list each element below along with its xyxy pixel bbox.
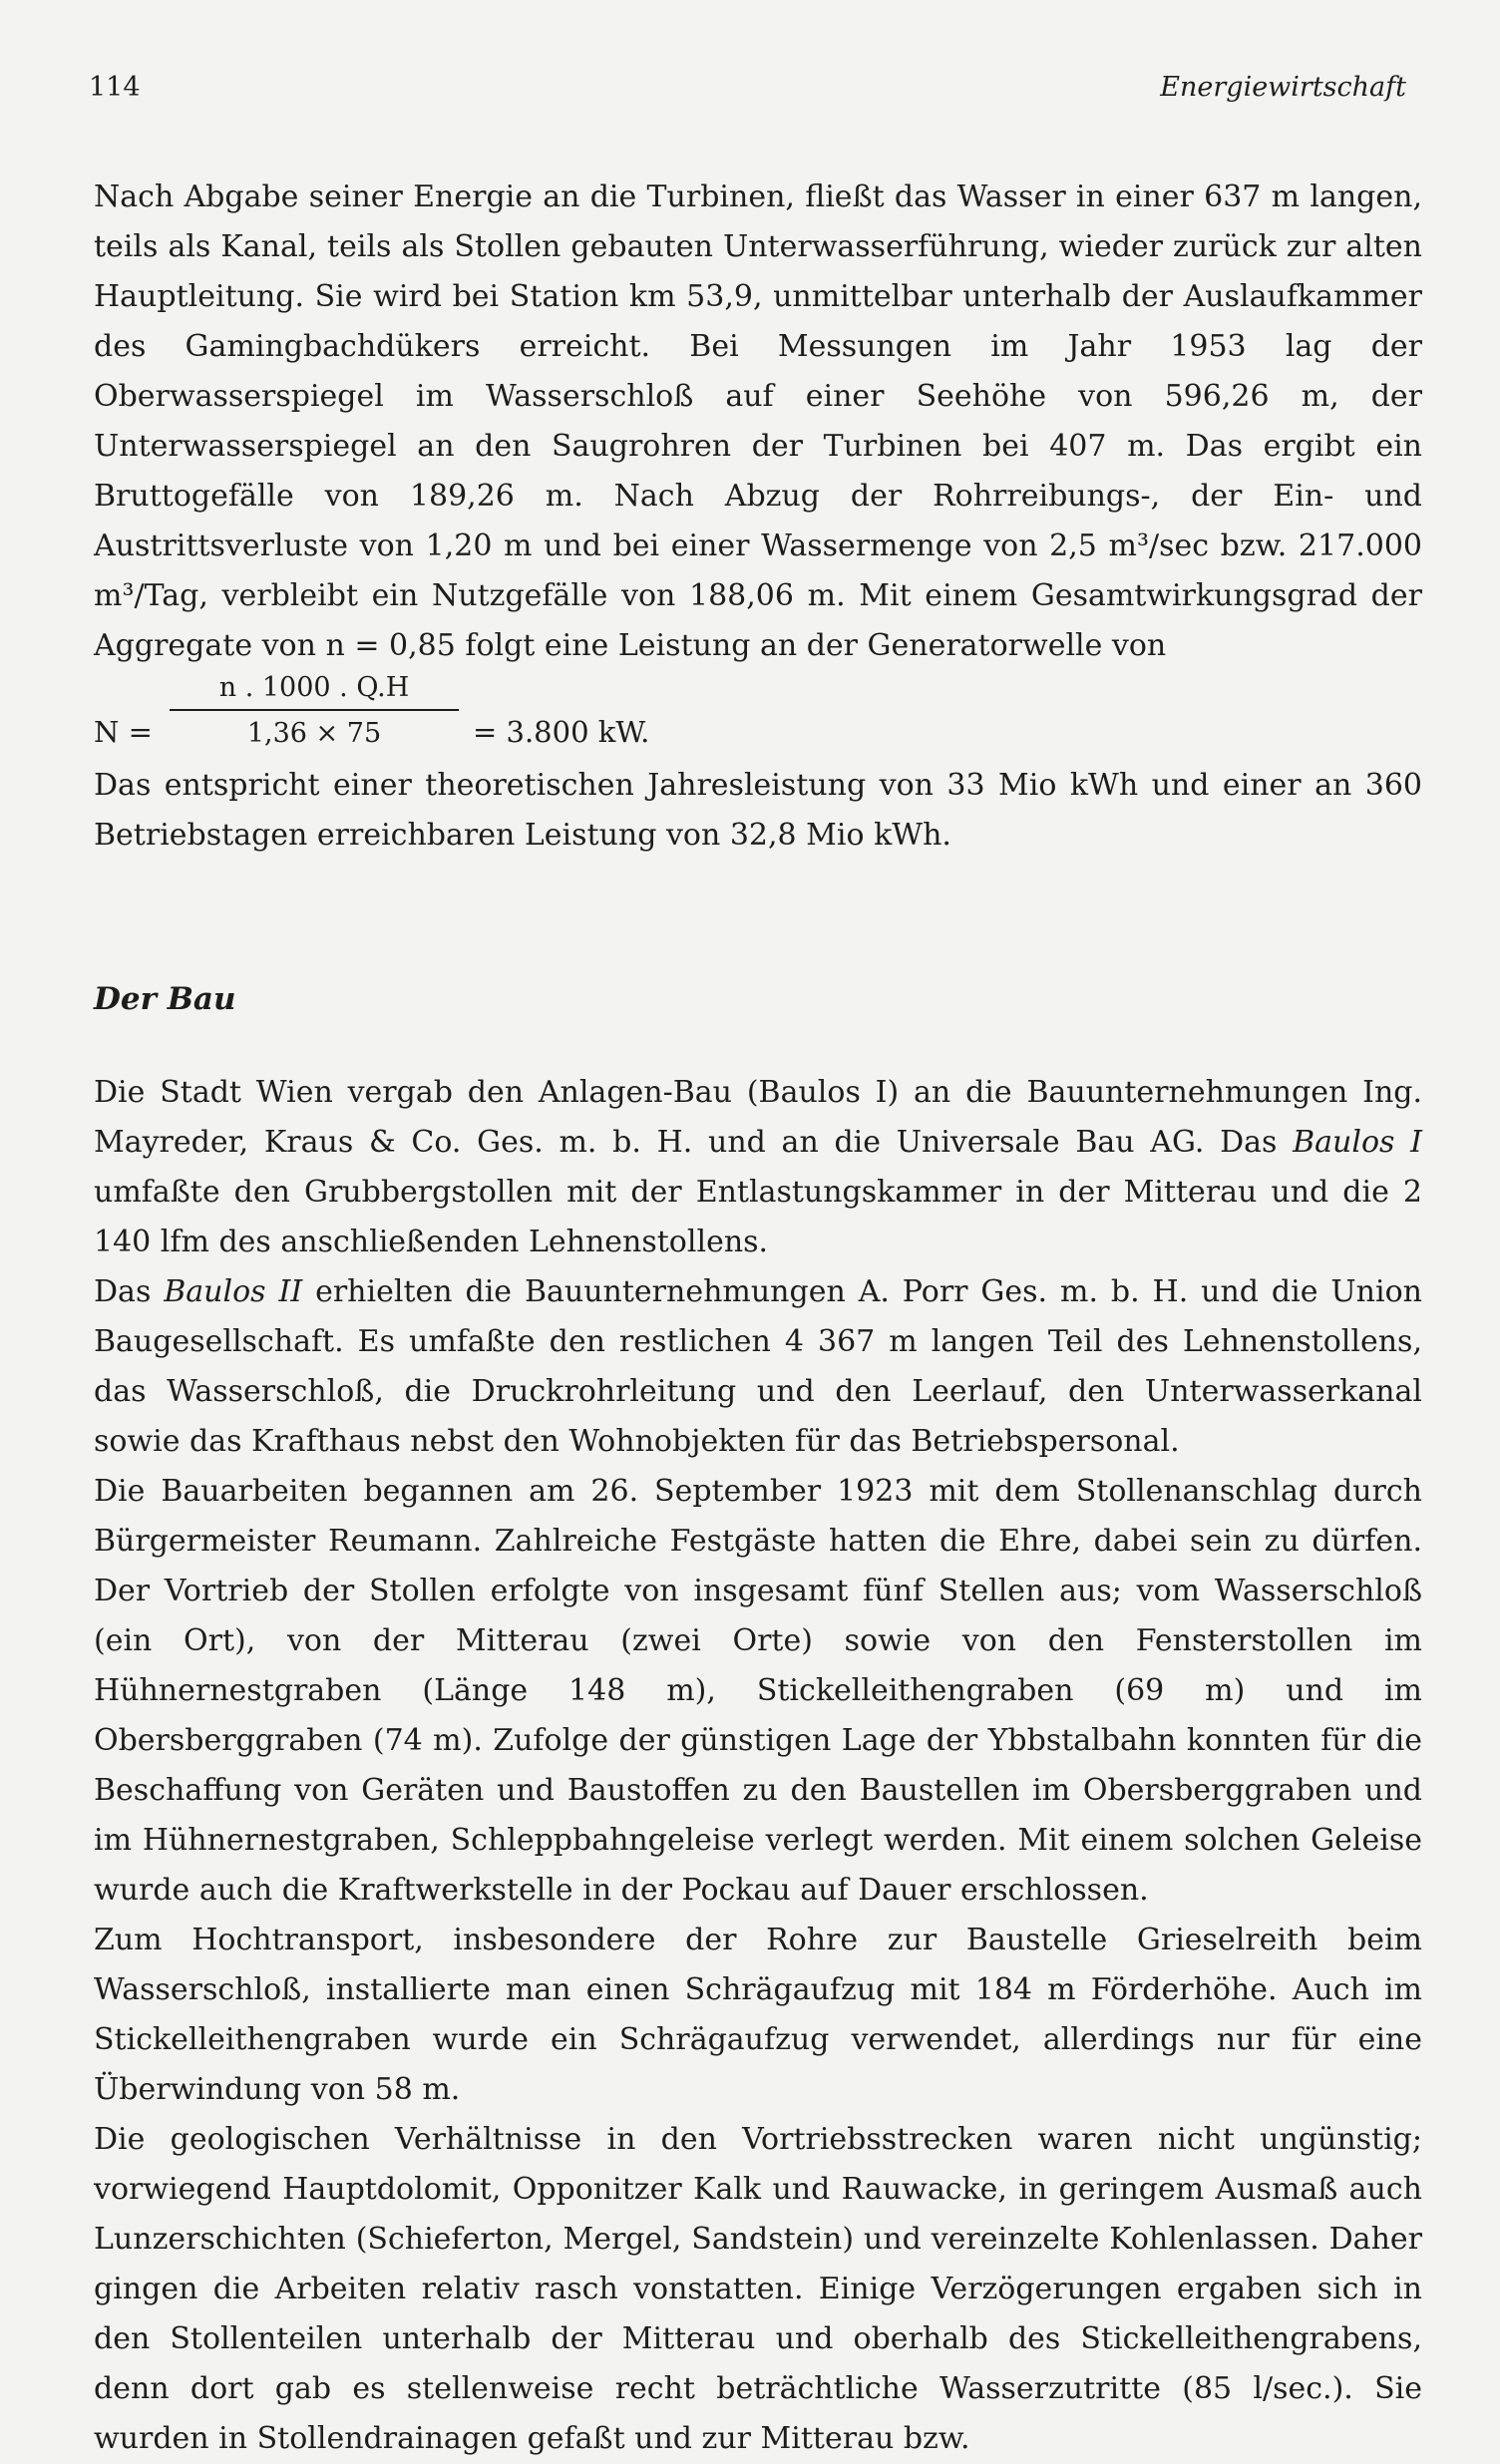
text-segment: umfaßte den Grubbergstollen mit der Entlastungskammer in der Mitterau und die 2 140 lfm des anschließenden Lehnenstollens. (94, 1175, 1422, 1259)
power-formula (94, 671, 1422, 761)
formula-lhs: N = (94, 715, 153, 749)
text-segment: Das (94, 1274, 165, 1309)
text-segment: Die Stadt Wien vergab den Anlagen-Bau (Baulos I) an die Bauunternehmungen Ing. Mayreder, Kraus & Co. Ges. m. b. H. und an die Universale Bau AG. Das (94, 1075, 1422, 1160)
fraction-bar (170, 709, 459, 711)
paragraph-construction-start: Die Bauarbeiten begannen am 26. September 1923 mit dem Stollenanschlag durch Bürgermeister Reumann. Zahlreiche Festgäste hatten die Ehre, dabei sein zu dürfen. Der Vortrieb der Stollen erfolgte von insgesamt fünf Stellen aus; vom Wasserschloß (ein Ort), von der Mitterau (zwei Orte) sowie von den Fensterstollen im Hühnernestgraben (Länge 148 m), Stickelleithengraben (69 m) und im Obersberggraben (74 m). Zufolge der günstigen Lage der Ybbstalbahn konnten für die Beschaffung von Geräten und Baustoffen zu den Baustellen im Obersberggraben und im Hühnernestgraben, Schleppbahngeleise verlegt werden. Mit einem solchen Geleise wurde auch die Kraftwerkstelle in der Pockau auf Dauer erschlossen. (94, 1474, 1422, 1908)
formula-numerator: n . 1000 . Q.H (218, 672, 410, 703)
formula-rhs: = 3.800 kW. (473, 715, 650, 749)
paragraph-transport: Zum Hochtransport, insbesondere der Rohre zur Baustelle Grieselreith beim Wasserschloß, installierte man einen Schrägaufzug mit 184 m Förderhöhe. Auch im Stickelleithengraben wurde ein Schrägaufzug verwendet, allerdings nur für eine Überwindung von 58 m. (94, 1923, 1422, 2107)
page-number: 114 (89, 72, 141, 103)
running-head: Energiewirtschaft (1160, 72, 1406, 103)
page-header (89, 72, 1406, 112)
formula-fraction (170, 671, 459, 751)
formula-denominator: 1,36 × 75 (246, 718, 382, 749)
paragraph-baulos-2 (94, 1267, 1422, 1467)
paragraph-intro: Nach Abgabe seiner Energie an die Turbinen, fließt das Wasser in einer 637 m langen, teils als Kanal, teils als Stollen gebauten Unterwasserführung, wieder zurück zur alten Hauptleitung. Sie wird bei Station km 53,9, unmittelbar unterhalb der Auslaufkammer des Gamingbachdükers erreicht. Bei Messungen im Jahr 1953 lag der Oberwasserspiegel im Wasserschloß auf einer Seehöhe von 596,26 m, der Unterwasserspiegel an den Saugrohren der Turbinen bei 407 m. Das ergibt ein Bruttogefälle von 189,26 m. Nach Abzug der Rohrreibungs-, der Ein- und Austrittsverluste von 1,20 m und bei einer Wassermenge von 2,5 m³/sec bzw. 217.000 m³/Tag, verbleibt ein Nutzgefälle von 188,06 m. Mit einem Gesamtwirkungsgrad der Aggregate von n = 0,85 folgt eine Leistung an der Generatorwelle von (94, 179, 1422, 663)
paragraph-annual-output: Das entspricht einer theoretischen Jahresleistung von 33 Mio kWh und einer an 360 Betriebstagen erreichbaren Leistung von 32,8 Mio kWh. (94, 768, 1422, 853)
italic-term: Baulos II (164, 1274, 303, 1309)
section-heading: Der Bau (94, 981, 236, 1017)
paragraph-geology: Die geologischen Verhältnisse in den Vortriebsstrecken waren nicht ungünstig; vorwiegend Hauptdolomit, Opponitzer Kalk und Rauwacke, in geringem Ausmaß auch Lunzerschichten (Schieferton, Mergel, Sandstein) und vereinzelte Kohlenlassen. Daher gingen die Arbeiten relativ rasch vonstatten. Einige Verzögerungen ergaben sich in den Stollenteilen unterhalb der Mitterau und oberhalb des Stickelleithengrabens, denn dort gab es stellenweise recht beträchtliche Wasserzutritte (85 l/sec.). Sie wurden in Stollendrainagen gefaßt und zur Mitterau bzw. (94, 2122, 1422, 2456)
text-segment: erhielten die Bauunternehmungen A. Porr Ges. m. b. H. und die Union Baugesellschaft. Es umfaßte den restlichen 4 367 m langen Teil des Lehnenstollens, das Wasserschloß, die Druckrohrleitung und den Leerlauf, den Unterwasserkanal sowie das Krafthaus nebst den Wohnobjekten für das Betriebspersonal. (94, 1274, 1422, 1459)
italic-term: Baulos I (1293, 1125, 1422, 1160)
paragraph-baulos-1 (94, 1068, 1422, 1267)
body-text (94, 173, 1422, 2464)
